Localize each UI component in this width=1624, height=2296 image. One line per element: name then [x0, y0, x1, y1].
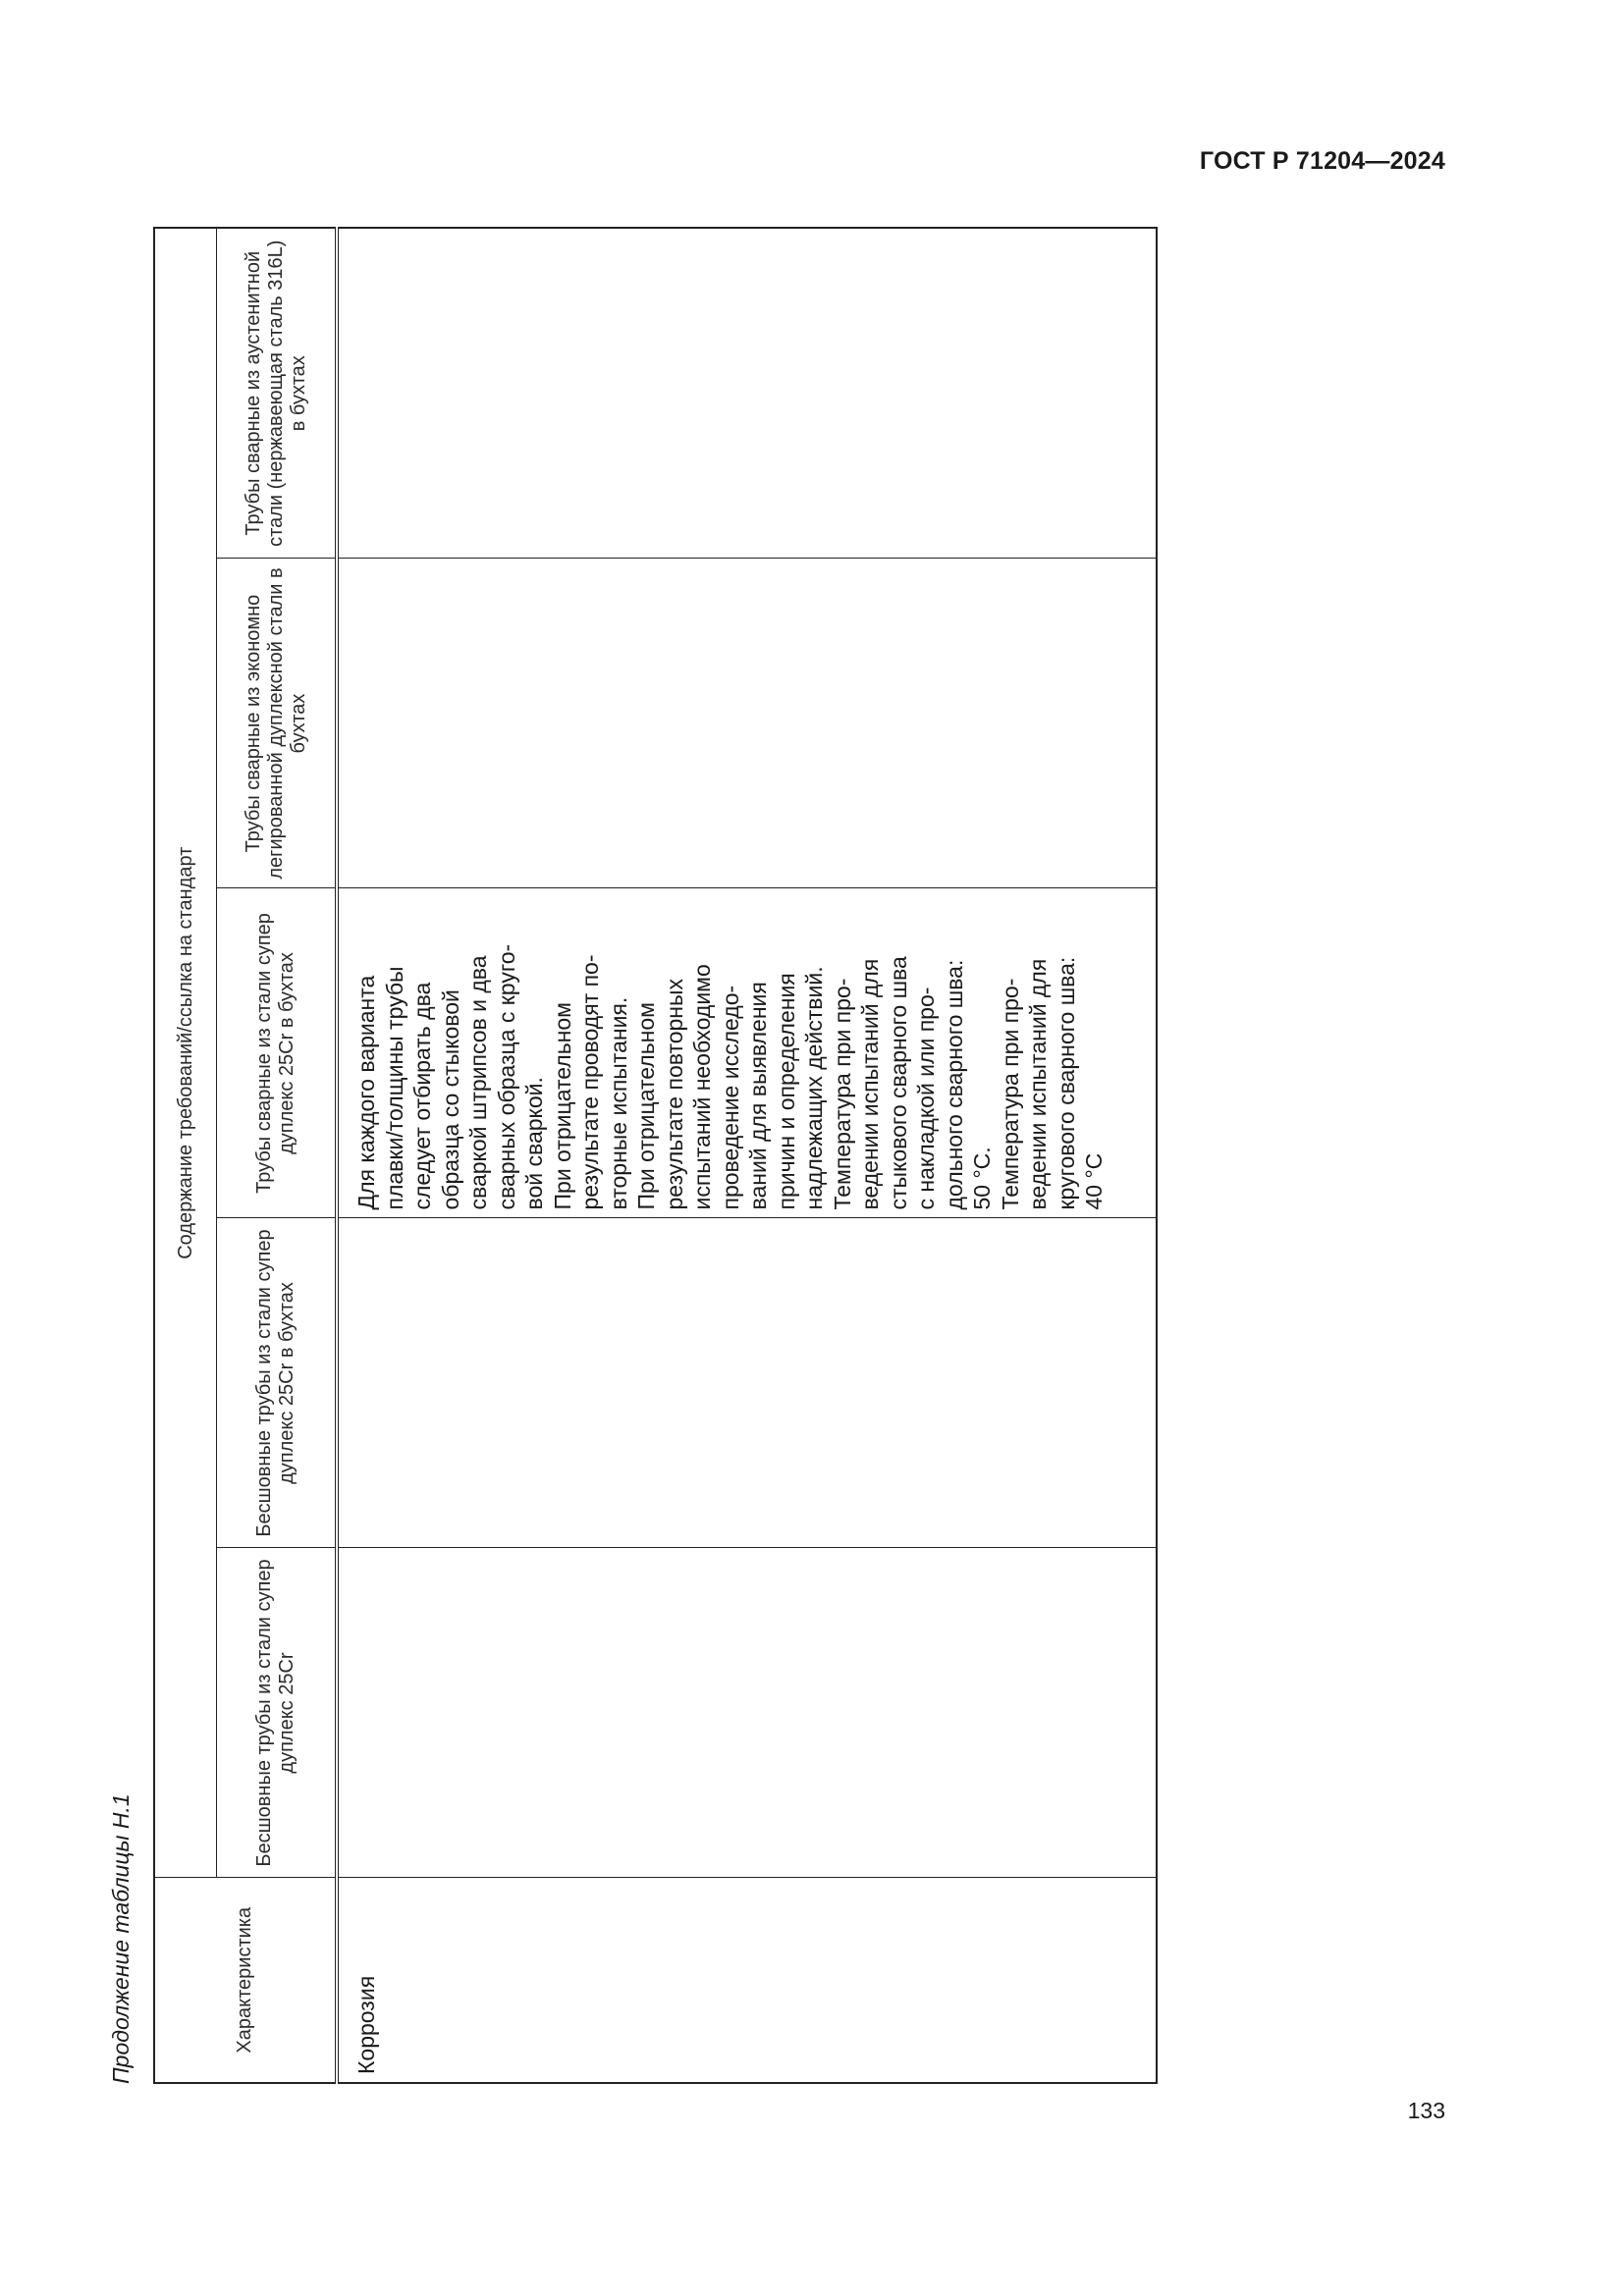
cell-welded-25cr-coils [337, 888, 1157, 1218]
page-number: 133 [1407, 2098, 1445, 2123]
col-header-welded-316l: Трубы сварные из аустенитной стали (нержавеющая сталь 316L) в бухтах [217, 228, 338, 559]
col-header-welded-25cr-coils: Трубы сварные из стали супер дуплекс 25Cr в бухтах [217, 888, 338, 1218]
col-header-seamless-25cr: Бесшовные трубы из стали супер дуплекс 25Cr [217, 1548, 338, 1878]
cell-welded-316l [337, 228, 1157, 559]
cell-seamless-25cr [337, 1548, 1157, 1878]
characteristic-label: Коррозия [353, 1975, 379, 2074]
cell-seamless-25cr-coils [337, 1218, 1157, 1548]
table-row [337, 228, 1157, 2083]
welded-25cr-requirements-text: Для каждого варианта плавки/толщины трубы следует отбирать два образца со стыковой сваркой штрипсов и два сварных образца с круго- вой сваркой. При отрицательном результате проводят по- вторные испытания. При отрицательном результате повторных испытаний необходимо проведение исследо- ваний для выявления причин и определения надлежащих действий. Температура при про- ведении испытаний для стыкового сварного шва с накладкой или про- дольного сварного шва: 50 °C. Температура при про- ведении испытаний для кругового сварного шва: 40 °C [353, 943, 1107, 1210]
cell-welded-lean-duplex [337, 559, 1157, 888]
col-header-seamless-25cr-coils: Бесшовные трубы из стали супер дуплекс 25Cr в бухтах [217, 1218, 338, 1548]
cell-characteristic [337, 1878, 1157, 2083]
rotated-table-area [108, 229, 1145, 2084]
col-header-welded-lean-duplex: Трубы сварные из экономно легированной дуплексной стали в бухтах [217, 559, 338, 888]
col-header-characteristic: Характеристика [154, 1878, 337, 2083]
group-header: Содержание требований/ссылка на стандарт [154, 228, 217, 1878]
table-caption: Продолжение таблицы Н.1 [108, 1793, 134, 2084]
requirements-table [153, 227, 1158, 2084]
standard-code: ГОСТ Р 71204—2024 [1199, 147, 1445, 175]
